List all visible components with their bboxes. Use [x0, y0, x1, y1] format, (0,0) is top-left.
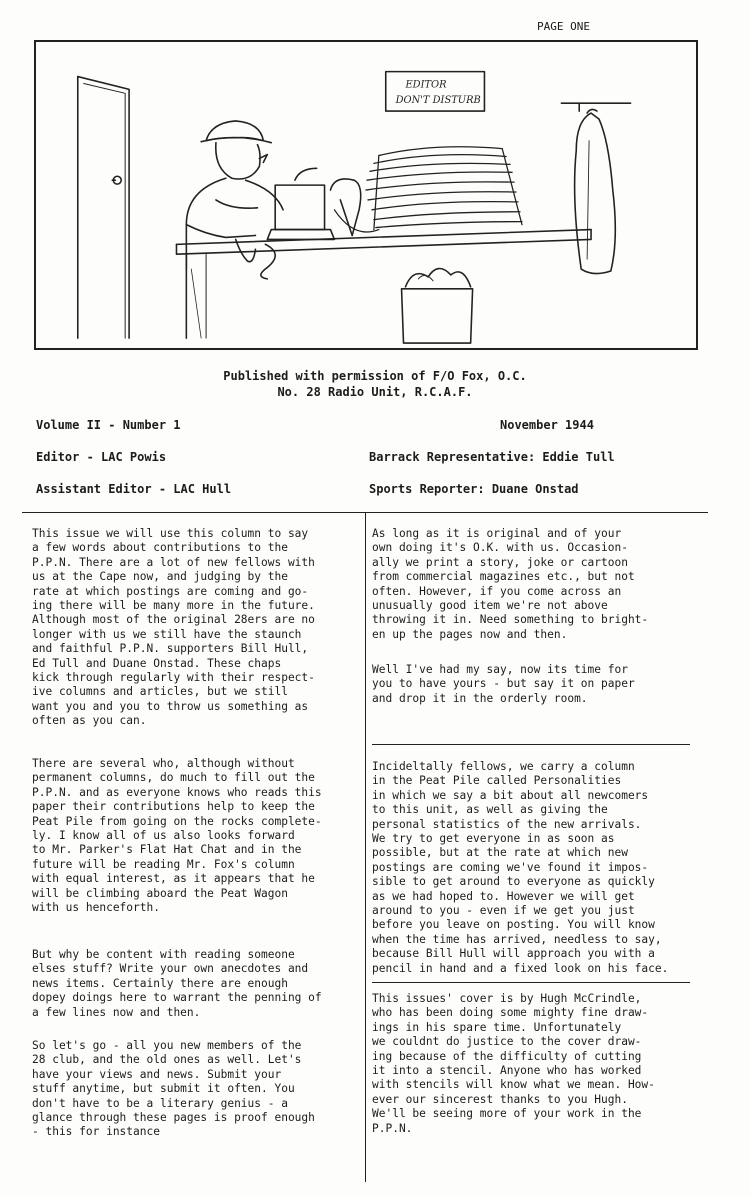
cover-cartoon [34, 40, 698, 350]
door-drawing [78, 77, 129, 339]
publication-permission: Published with permission of F/O Fox, O.C. [223, 369, 527, 383]
left-paragraph-2: There are several who, although without permanent columns, do much to fill out the P.P.N. and as everyone knows who reads this paper their contributions help to keep the Peat Pile from going on the rocks complete- ly. I know all of us also looks forward to Mr. Parker's Flat Hat Chat and in the future will be reading Mr. Fox's column with equal interest, as it appears that he will be climbing aboard the Peat Wagon with us henceforth. [32, 757, 322, 915]
editor-sign [386, 72, 485, 111]
left-paragraph-3: But why be content with reading someone elses stuff? Write your own anecdotes and news items. Certainly there are enough dopey doings here to warrant the penning of a few lines now and then. [32, 948, 322, 1019]
right-divider-1 [372, 744, 690, 745]
sports-reporter: Sports Reporter: Duane Onstad [369, 482, 579, 496]
barrack-representative: Barrack Representative: Eddie Tull [369, 450, 615, 464]
right-paragraph-1: As long as it is original and of your own doing it's O.K. with us. Occasion- ally we print a story, joke or cartoon from commercial magazines etc., but not often. However, if you come across an unusually good item we're not above throwing it in. Need something to bright- en up the pages now and then. [372, 527, 649, 641]
left-paragraph-4: So let's go - all you new members of the 28 club, and the old ones as well. Let's have your views and news. Submit your stuff anytime, but submit it often. You don't have to be a literary genius - a glance through these pages is proof enough - this for instance [32, 1039, 315, 1139]
issue-date: November 1944 [500, 418, 594, 432]
left-paragraph-1: This issue we will use this column to say a few words about contributions to the P.P.N. There are a lot of new fellows with us at the Cape now, and judging by the rate at which postings are coming and go- ing there will be many more in the future. Although most of the original 28ers are no longer with us we still have the staunch and faithful P.P.N. supporters Bill Hull, Ed Tull and Duane Onstad. These chaps kick through regularly with their respect- ive columns and articles, but we still want you and you to throw us something as often as you can. [32, 527, 315, 728]
right-paragraph-2: Well I've had my say, now its time for you to have yours - but say it on paper and drop it in the orderly room. [372, 663, 635, 705]
right-paragraph-3: Incideltally fellows, we carry a column in the Peat Pile called Personalities in which we say a bit about all newcomers to this unit, as well as giving the personal statistics of the new arrivals. We try to get everyone in as soon as possible, but at the rate at which new postings are coming we've found it impos- sible to get around to everyone as quickly as we had hoped to. However we will get around to you - even if we get you just before you leave on posting. You will know when the time has arrived, needless to say, because Bill Hull will approach you with a pencil in hand and a fixed look on his face. [372, 760, 669, 975]
publication-unit: No. 28 Radio Unit, R.C.A.F. [277, 385, 473, 399]
waste-basket [402, 269, 473, 344]
editor-credit: Editor - LAC Powis [36, 450, 167, 464]
chair-drawing [330, 179, 360, 236]
right-paragraph-4: This issues' cover is by Hugh McCrindle, who has been doing some mighty fine draw- ings in his spare time. Unfortunately we couldnt do justice to the cover draw- ing because of the difficulty of cutting it into a stencil. Anyone who has worked with stencils will know what we mean. How- ever our sincerest thanks to you Hugh. We'll be seeing more of your work in the P.P.N. [372, 992, 655, 1135]
paper-stack [334, 147, 522, 232]
page-number: PAGE ONE [537, 20, 590, 33]
volume-number: Volume II - Number 1 [36, 418, 181, 432]
sign-line2: DON'T DISTURB [395, 95, 481, 107]
right-divider-2 [372, 982, 690, 983]
coat-rack [561, 103, 630, 273]
desk-drawing [176, 168, 591, 338]
sign-line1: EDITOR [405, 79, 447, 91]
column-divider [365, 512, 366, 1182]
assistant-editor-credit: Assistant Editor - LAC Hull [36, 482, 232, 496]
